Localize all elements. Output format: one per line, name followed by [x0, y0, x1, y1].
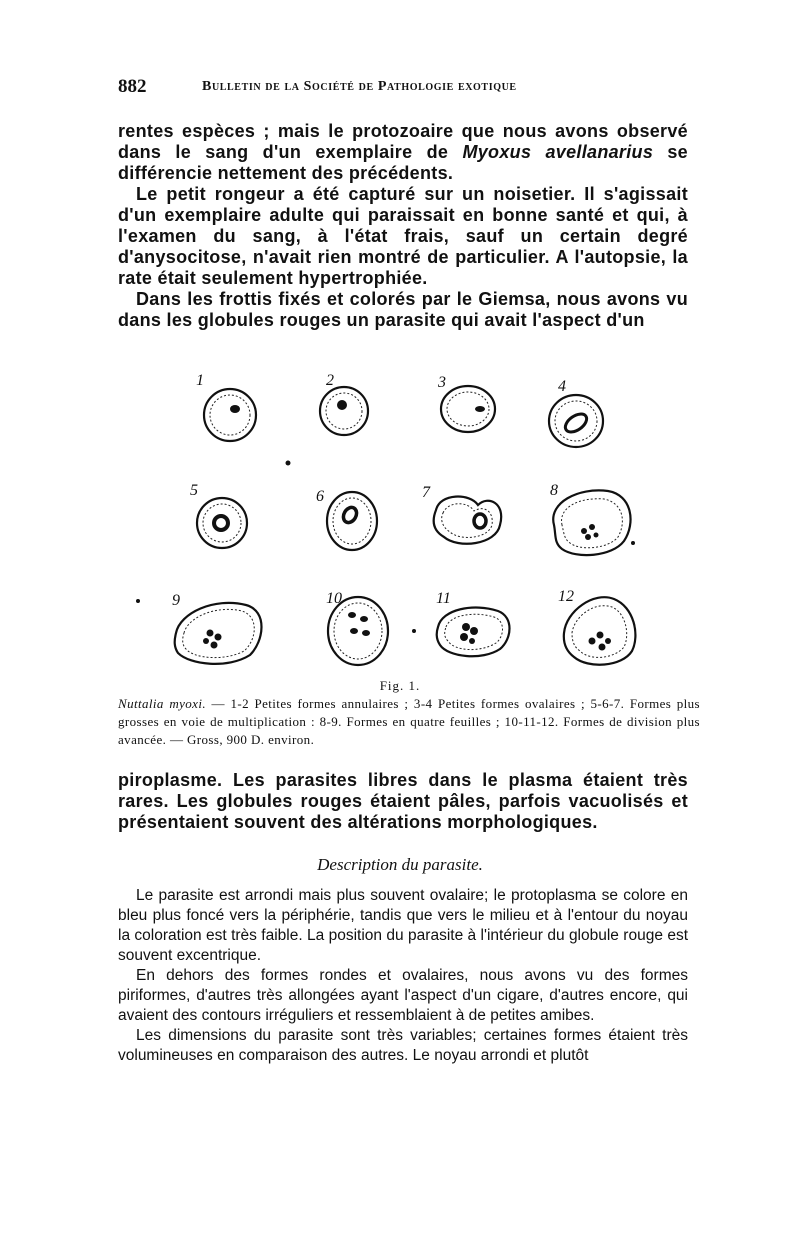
- section-body: [118, 886, 688, 1066]
- cell-12: [558, 588, 635, 665]
- figure-label-1: 1: [196, 372, 204, 389]
- figure-label-10: 10: [326, 590, 342, 607]
- section-title: Description du parasite.: [317, 855, 483, 874]
- after-figure-paragraph: piroplasme. Les parasites libres dans le plasma étaient très rares. Les globules rouges étaient pâles, parfois vacuolisés et présentaient souvent des altérations morphologiques.: [118, 770, 688, 832]
- intro-text: [118, 121, 688, 331]
- cell-4: [549, 378, 603, 447]
- figure-label-11: 11: [436, 590, 451, 607]
- caption-species: Nuttalia myoxi.: [118, 696, 207, 711]
- figure-label-8: 8: [550, 482, 558, 499]
- section-paragraph-1: Le parasite est arrondi mais plus souvent ovalaire; le protoplasma se colore en bleu plus foncé vers la périphérie, tandis que vers le milieu et à l'entour du noyau la coloration est très faible. La position du parasite à l'intérieur du globule rouge est souvent excentrique.: [118, 887, 688, 964]
- intro-paragraph-3: Dans les frottis fixés et colorés par le Giemsa, nous avons vu dans les globules rouges un parasite qui avait l'aspect d'un: [118, 289, 688, 330]
- cell-6: [316, 488, 377, 550]
- section-paragraph-3: Les dimensions du parasite sont très variables; certaines formes étaient très volumineuses en comparaison des autres. Le noyau arrondi et plutôt: [118, 1027, 688, 1064]
- page-header: [118, 76, 688, 100]
- figure-caption: [118, 695, 700, 749]
- cell-10: [326, 590, 388, 665]
- figure-label-9: 9: [172, 592, 180, 609]
- cell-7: [422, 484, 501, 544]
- caption-text: — 1-2 Petites formes annulaires ; 3-4 Petites formes ovalaires ; 5-6-7. Formes plus grosses en voie de multiplication : 8-9. Formes en quatre feuilles ; 10-11-12. Formes de division plus avancée. — Gross, 900 D. environ.: [118, 696, 700, 747]
- figure-label-5: 5: [190, 482, 198, 499]
- figure-illustration: [118, 365, 688, 675]
- cell-11: [436, 590, 510, 656]
- figure-label-6: 6: [316, 488, 324, 505]
- figure-label-3: 3: [438, 374, 446, 391]
- figure-number: Fig. 1.: [379, 678, 421, 693]
- running-head: Bulletin de la Société de Pathologie exotique: [202, 79, 517, 94]
- cell-2: [320, 372, 368, 435]
- section-paragraph-2: En dehors des formes rondes et ovalaires, nous avons vu des formes piriformes, d'autres très allongées ayant l'aspect d'un cigare, d'autres encore, qui avaient des contours irréguliers et ressemblaient à de petites amibes.: [118, 967, 688, 1024]
- species-name: Myoxus avellanarius: [462, 142, 654, 162]
- figure-label-12: 12: [558, 588, 574, 605]
- page-number: 882: [118, 76, 147, 97]
- intro-paragraph-1: rentes espèces ; mais le protozoaire que nous avons observé dans le sang d'un exemplaire de Myoxus avellanarius se différencie nettement des précédents.: [118, 121, 688, 183]
- figure-label-4: 4: [558, 378, 566, 395]
- intro-paragraph-2: Le petit rongeur a été capturé sur un noisetier. Il s'agissait d'un exemplaire adulte qui paraissait en bonne santé et qui, à l'examen du sang, à l'état frais, sauf un certain degré d'anysocitose, n'avait rien montré de particulier. A l'autopsie, la rate était seulement hypertrophiée.: [118, 184, 688, 288]
- cell-8: [550, 482, 631, 555]
- cell-1: [196, 372, 256, 441]
- cell-3: [437, 374, 495, 432]
- figure-1: [118, 365, 688, 675]
- figure-label-2: 2: [326, 372, 334, 389]
- cell-9: [172, 592, 262, 664]
- figure-label-7: 7: [422, 484, 430, 501]
- cell-5: [190, 482, 247, 548]
- after-figure-text: [118, 770, 688, 833]
